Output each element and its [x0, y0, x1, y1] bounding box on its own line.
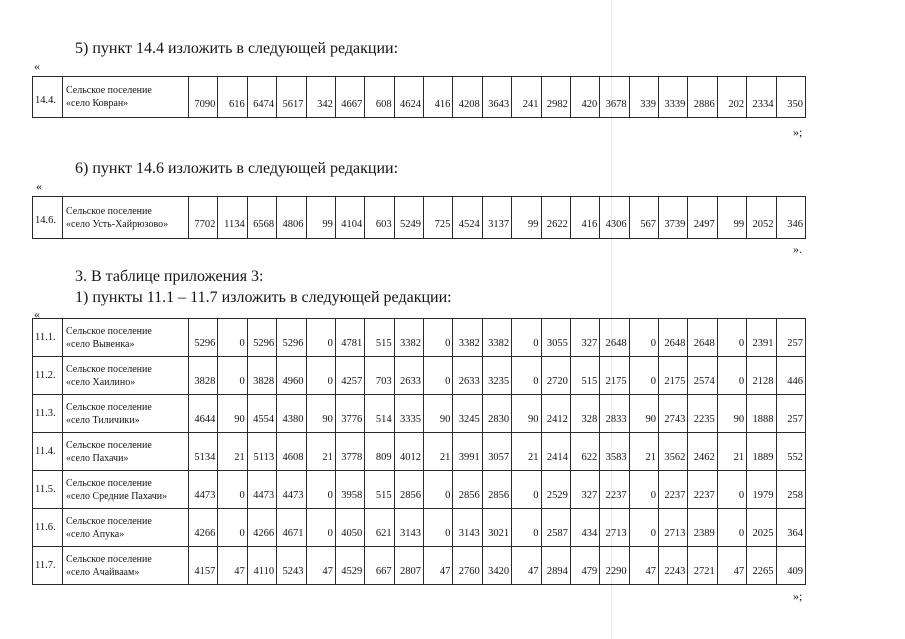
value-cell: 416 [424, 77, 453, 118]
value-cell: 2414 [541, 433, 570, 471]
value-cell: 4554 [247, 395, 276, 433]
value-cell: 2622 [541, 197, 570, 239]
settlement-name-cell [63, 319, 189, 357]
settlement-name-cell [63, 77, 189, 118]
value-cell: 667 [365, 547, 394, 585]
closing-quote: ». [793, 242, 802, 256]
closing-quote: »; [793, 589, 803, 603]
value-cell: 2648 [600, 319, 629, 357]
value-cell: 0 [512, 471, 541, 509]
value-cell: 5113 [247, 433, 276, 471]
value-cell: 0 [512, 357, 541, 395]
value-cell: 3382 [482, 319, 511, 357]
value-cell: 2830 [482, 395, 511, 433]
value-cell: 809 [365, 433, 394, 471]
value-cell: 3143 [394, 509, 423, 547]
value-cell: 327 [570, 471, 599, 509]
value-cell: 99 [512, 197, 541, 239]
settlement-name-cell [63, 395, 189, 433]
table-row [33, 357, 806, 395]
value-cell: 3137 [482, 197, 511, 239]
value-cell: 2713 [600, 509, 629, 547]
value-cell: 0 [424, 319, 453, 357]
value-cell: 2391 [747, 319, 776, 357]
value-cell: 6568 [247, 197, 276, 239]
table-row [33, 319, 806, 357]
value-cell: 4624 [394, 77, 423, 118]
value-cell: 3828 [189, 357, 218, 395]
value-cell: 515 [365, 471, 394, 509]
settlement-name-cell [63, 509, 189, 547]
row-number-cell: 11.6. [33, 509, 63, 547]
settlement-name-cell [63, 547, 189, 585]
settlement-name-cell [63, 433, 189, 471]
row-number-cell: 11.7. [33, 547, 63, 585]
settlement-name: «село Средние Пахачи» [66, 490, 168, 502]
value-cell: 3739 [659, 197, 688, 239]
table-row [33, 547, 806, 585]
value-cell: 4671 [277, 509, 306, 547]
value-cell: 0 [717, 471, 746, 509]
settlement-type: Сельское поселение [66, 85, 152, 96]
settlement-name: «село Вывенка» [66, 338, 135, 350]
settlement-type: Сельское поселение [66, 477, 152, 489]
value-cell: 3235 [482, 357, 511, 395]
value-cell: 2721 [688, 547, 717, 585]
value-cell: 4306 [600, 197, 629, 239]
value-cell: 2713 [659, 509, 688, 547]
value-cell: 2290 [600, 547, 629, 585]
value-cell: 7702 [189, 197, 218, 239]
settlement-type: Сельское поселение [66, 205, 152, 217]
value-cell: 4266 [247, 509, 276, 547]
value-cell: 552 [776, 433, 806, 471]
settlement-type: Сельское поселение [66, 439, 152, 451]
value-cell: 0 [218, 319, 247, 357]
value-cell: 0 [717, 319, 746, 357]
value-cell: 1888 [747, 395, 776, 433]
value-cell: 4104 [335, 197, 364, 239]
value-cell: 3420 [482, 547, 511, 585]
value-cell: 2412 [541, 395, 570, 433]
value-cell: 0 [629, 319, 658, 357]
value-cell: 2648 [659, 319, 688, 357]
value-cell: 4012 [394, 433, 423, 471]
value-cell: 4667 [335, 77, 364, 118]
settlement-name: «село Апука» [66, 528, 125, 540]
value-cell: 2807 [394, 547, 423, 585]
value-cell: 515 [365, 319, 394, 357]
value-cell: 0 [424, 471, 453, 509]
value-cell: 3335 [394, 395, 423, 433]
value-cell: 0 [512, 509, 541, 547]
value-cell: 47 [629, 547, 658, 585]
value-cell: 342 [306, 77, 335, 118]
value-cell: 4960 [277, 357, 306, 395]
value-cell: 2235 [688, 395, 717, 433]
value-cell: 90 [218, 395, 247, 433]
value-cell: 0 [424, 509, 453, 547]
settlement-name: «село Ачайваам» [66, 566, 140, 578]
value-cell: 202 [717, 77, 746, 118]
settlement-type: Сельское поселение [66, 401, 152, 413]
settlement-name: «село Усть-Хайрюзово» [66, 218, 169, 230]
value-cell: 608 [365, 77, 394, 118]
settlement-type: Сельское поселение [66, 325, 152, 337]
value-cell: 4473 [247, 471, 276, 509]
section-subheading-11: 1) пункты 11.1 – 11.7 изложить в следующей редакции: [75, 289, 452, 306]
value-cell: 90 [512, 395, 541, 433]
value-cell: 2237 [600, 471, 629, 509]
value-cell: 2587 [541, 509, 570, 547]
settlement-name-cell [63, 357, 189, 395]
value-cell: 2265 [747, 547, 776, 585]
row-number-cell: 11.1. [33, 319, 63, 357]
value-cell: 21 [629, 433, 658, 471]
value-cell: 2633 [453, 357, 482, 395]
row-number-cell: 11.3. [33, 395, 63, 433]
opening-quote: « [34, 307, 40, 321]
value-cell: 3245 [453, 395, 482, 433]
table-items-11 [32, 318, 806, 585]
value-cell: 90 [306, 395, 335, 433]
value-cell: 4110 [247, 547, 276, 585]
value-cell: 3055 [541, 319, 570, 357]
value-cell: 3678 [600, 77, 629, 118]
value-cell: 703 [365, 357, 394, 395]
value-cell: 21 [218, 433, 247, 471]
opening-quote: « [36, 179, 42, 193]
value-cell: 99 [717, 197, 746, 239]
value-cell: 0 [629, 471, 658, 509]
table-row [33, 433, 806, 471]
value-cell: 3562 [659, 433, 688, 471]
value-cell: 47 [717, 547, 746, 585]
value-cell: 21 [512, 433, 541, 471]
table-row [33, 395, 806, 433]
value-cell: 420 [570, 77, 599, 118]
value-cell: 2237 [688, 471, 717, 509]
value-cell: 90 [717, 395, 746, 433]
value-cell: 47 [306, 547, 335, 585]
section-heading-14-4: 5) пункт 14.4 изложить в следующей редакции: [75, 40, 399, 57]
settlement-name: «село Тиличики» [66, 414, 140, 426]
table-row [33, 509, 806, 547]
value-cell: 3828 [247, 357, 276, 395]
value-cell: 514 [365, 395, 394, 433]
value-cell: 2886 [688, 77, 717, 118]
value-cell: 328 [570, 395, 599, 433]
value-cell: 0 [306, 509, 335, 547]
row-number-cell: 11.4. [33, 433, 63, 471]
value-cell: 2175 [600, 357, 629, 395]
value-cell: 4266 [189, 509, 218, 547]
value-cell: 2856 [394, 471, 423, 509]
value-cell: 4208 [453, 77, 482, 118]
value-cell: 3057 [482, 433, 511, 471]
value-cell: 622 [570, 433, 599, 471]
settlement-name: «село Хаилино» [66, 376, 136, 388]
section-heading-appendix-3: 3. В таблице приложения 3: [75, 268, 264, 285]
value-cell: 2743 [659, 395, 688, 433]
value-cell: 3776 [335, 395, 364, 433]
value-cell: 3382 [394, 319, 423, 357]
settlement-name-cell [63, 471, 189, 509]
value-cell: 2243 [659, 547, 688, 585]
value-cell: 0 [717, 509, 746, 547]
value-cell: 350 [776, 77, 806, 118]
value-cell: 3339 [659, 77, 688, 118]
value-cell: 3021 [482, 509, 511, 547]
value-cell: 4524 [453, 197, 482, 239]
settlement-name-cell [63, 197, 189, 239]
value-cell: 5249 [394, 197, 423, 239]
settlement-type: Сельское поселение [66, 363, 152, 375]
value-cell: 0 [218, 471, 247, 509]
closing-quote: »; [793, 125, 803, 139]
settlement-type: Сельское поселение [66, 553, 152, 565]
value-cell: 4380 [277, 395, 306, 433]
value-cell: 446 [776, 357, 806, 395]
value-cell: 21 [306, 433, 335, 471]
value-cell: 4806 [277, 197, 306, 239]
value-cell: 2334 [747, 77, 776, 118]
table-row [33, 77, 806, 118]
value-cell: 257 [776, 395, 806, 433]
value-cell: 2237 [659, 471, 688, 509]
value-cell: 5296 [277, 319, 306, 357]
value-cell: 5243 [277, 547, 306, 585]
value-cell: 5296 [247, 319, 276, 357]
value-cell: 2856 [453, 471, 482, 509]
value-cell: 2760 [453, 547, 482, 585]
value-cell: 2497 [688, 197, 717, 239]
row-number-cell: 14.4. [33, 77, 63, 118]
value-cell: 47 [512, 547, 541, 585]
value-cell: 616 [218, 77, 247, 118]
value-cell: 364 [776, 509, 806, 547]
value-cell: 90 [424, 395, 453, 433]
value-cell: 6474 [247, 77, 276, 118]
value-cell: 1979 [747, 471, 776, 509]
value-cell: 99 [306, 197, 335, 239]
value-cell: 257 [776, 319, 806, 357]
value-cell: 479 [570, 547, 599, 585]
value-cell: 2052 [747, 197, 776, 239]
value-cell: 4473 [189, 471, 218, 509]
value-cell: 603 [365, 197, 394, 239]
value-cell: 5134 [189, 433, 218, 471]
value-cell: 725 [424, 197, 453, 239]
value-cell: 3643 [482, 77, 511, 118]
value-cell: 2833 [600, 395, 629, 433]
value-cell: 3382 [453, 319, 482, 357]
settlement-name: «село Пахачи» [66, 452, 129, 464]
value-cell: 2529 [541, 471, 570, 509]
value-cell: 0 [306, 357, 335, 395]
value-cell: 47 [424, 547, 453, 585]
value-cell: 4781 [335, 319, 364, 357]
value-cell: 2128 [747, 357, 776, 395]
value-cell: 90 [629, 395, 658, 433]
value-cell: 3778 [335, 433, 364, 471]
value-cell: 346 [776, 197, 806, 239]
value-cell: 0 [218, 509, 247, 547]
value-cell: 2894 [541, 547, 570, 585]
value-cell: 4157 [189, 547, 218, 585]
table-item-14-4 [32, 76, 806, 118]
value-cell: 0 [512, 319, 541, 357]
value-cell: 4608 [277, 433, 306, 471]
value-cell: 0 [717, 357, 746, 395]
value-cell: 2389 [688, 509, 717, 547]
value-cell: 4050 [335, 509, 364, 547]
value-cell: 241 [512, 77, 541, 118]
row-number-cell: 14.6. [33, 197, 63, 239]
settlement-name: «село Ковран» [66, 98, 129, 109]
value-cell: 2574 [688, 357, 717, 395]
table-row [33, 471, 806, 509]
value-cell: 4257 [335, 357, 364, 395]
value-cell: 2720 [541, 357, 570, 395]
value-cell: 1889 [747, 433, 776, 471]
value-cell: 3143 [453, 509, 482, 547]
value-cell: 4644 [189, 395, 218, 433]
value-cell: 3991 [453, 433, 482, 471]
value-cell: 5296 [189, 319, 218, 357]
value-cell: 0 [306, 319, 335, 357]
value-cell: 21 [424, 433, 453, 471]
value-cell: 21 [717, 433, 746, 471]
value-cell: 2982 [541, 77, 570, 118]
value-cell: 4473 [277, 471, 306, 509]
value-cell: 621 [365, 509, 394, 547]
value-cell: 3583 [600, 433, 629, 471]
value-cell: 2633 [394, 357, 423, 395]
value-cell: 0 [424, 357, 453, 395]
value-cell: 567 [629, 197, 658, 239]
value-cell: 409 [776, 547, 806, 585]
row-number-cell: 11.2. [33, 357, 63, 395]
value-cell: 515 [570, 357, 599, 395]
value-cell: 3958 [335, 471, 364, 509]
section-heading-14-6: 6) пункт 14.6 изложить в следующей редакции: [75, 160, 399, 177]
opening-quote: « [34, 59, 40, 73]
value-cell: 339 [629, 77, 658, 118]
value-cell: 2175 [659, 357, 688, 395]
value-cell: 2025 [747, 509, 776, 547]
value-cell: 327 [570, 319, 599, 357]
value-cell: 7090 [189, 77, 218, 118]
value-cell: 4529 [335, 547, 364, 585]
value-cell: 416 [570, 197, 599, 239]
value-cell: 0 [306, 471, 335, 509]
value-cell: 258 [776, 471, 806, 509]
value-cell: 2648 [688, 319, 717, 357]
value-cell: 0 [218, 357, 247, 395]
row-number-cell: 11.5. [33, 471, 63, 509]
value-cell: 1134 [218, 197, 247, 239]
value-cell: 2462 [688, 433, 717, 471]
value-cell: 0 [629, 509, 658, 547]
value-cell: 47 [218, 547, 247, 585]
value-cell: 0 [629, 357, 658, 395]
table-row [33, 197, 806, 239]
settlement-type: Сельское поселение [66, 515, 152, 527]
value-cell: 2856 [482, 471, 511, 509]
value-cell: 5617 [277, 77, 306, 118]
value-cell: 434 [570, 509, 599, 547]
table-item-14-6 [32, 196, 806, 239]
